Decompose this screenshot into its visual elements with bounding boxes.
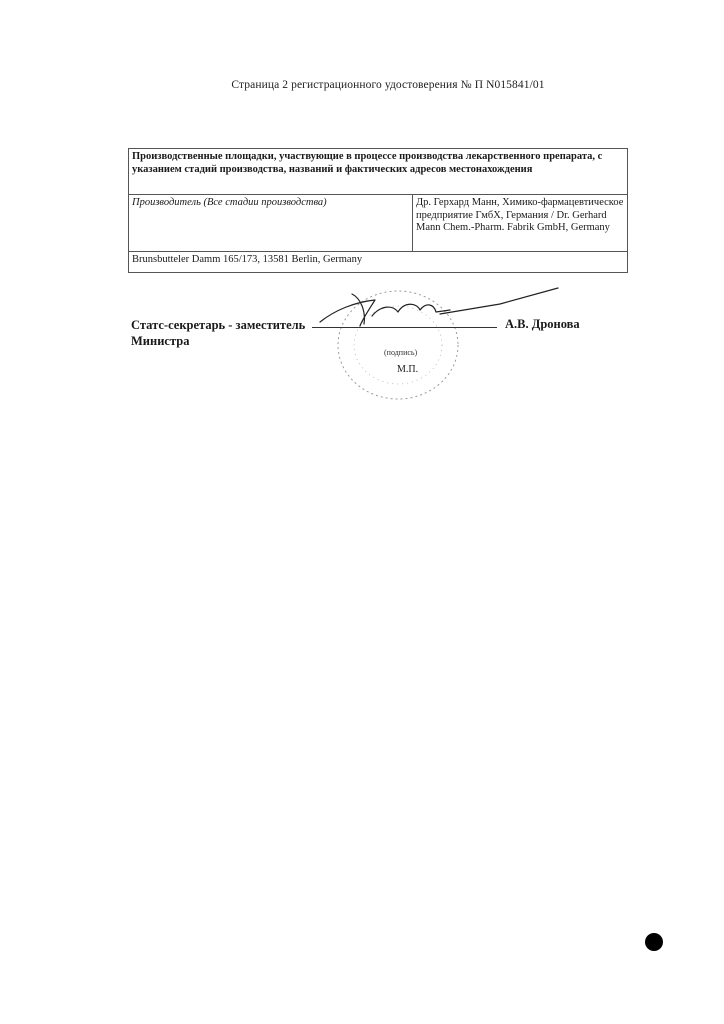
signer-position: Статс-секретарь - заместитель Министра xyxy=(131,318,306,348)
manufacturer-address-cell: Brunsbutteler Damm 165/173, 13581 Berlin, Germany xyxy=(129,252,628,273)
page-header: Страница 2 регистрационного удостоверения № П N015841/01 xyxy=(231,79,545,91)
signature-caption: (подпись) xyxy=(384,348,418,357)
page-marker-dot xyxy=(645,933,663,951)
table-row xyxy=(129,252,628,273)
table-header-cell: Производственные площадки, участвующие в процессе производства лекарственного препарата, с указанием стадий производства, названий и фактических адресов местонахождения xyxy=(129,149,628,195)
table-row xyxy=(129,195,628,252)
production-sites-table xyxy=(128,148,628,273)
manufacturer-name-cell: Др. Герхард Манн, Химико-фармацевтическое предприятие ГмбХ, Германия / Dr. Gerhard Mann Chem.-Pharm. Fabrik GmbH, Germany xyxy=(413,195,628,252)
table-header-row xyxy=(129,149,628,195)
seal-label: М.П. xyxy=(397,364,419,375)
production-role-cell: Производитель (Все стадии производства) xyxy=(129,195,413,252)
signature-line xyxy=(312,327,497,328)
signer-name: А.В. Дронова xyxy=(505,317,580,331)
